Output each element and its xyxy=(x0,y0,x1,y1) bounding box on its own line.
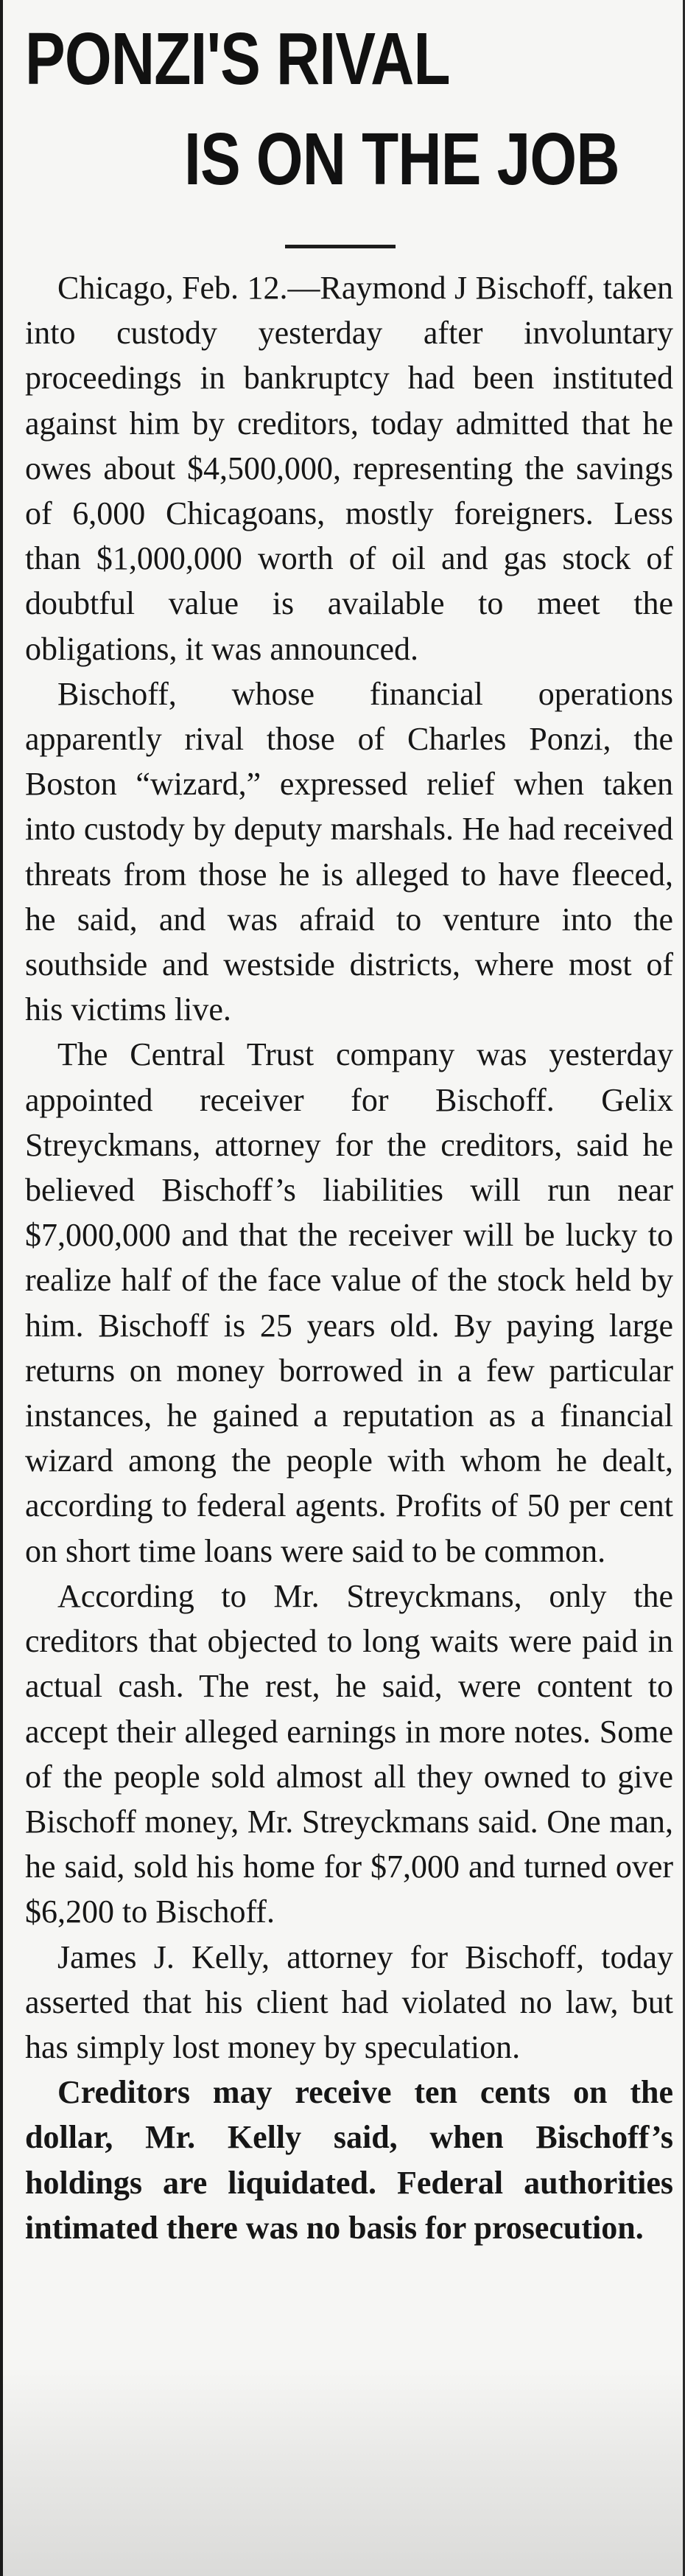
article-paragraph: Chicago, Feb. 12.—Raymond J Bischoff, taken into custody yesterday after involuntary proceedings in bankruptcy had been instituted against him by creditors, today admitted that he owes about $4,500,000, representing the savings of 6,000 Chicagoans, mostly foreigners. Less than $1,000,000 worth of oil and gas stock of doubtful value is available to meet the obligations, it was announced. xyxy=(25,270,673,667)
article-paragraph: According to Mr. Streyckmans, only the creditors that objected to long waits were paid in actual cash. The rest, he said, were content to accept their alleged earnings in more notes. Some of the people sold almost all they owned to give Bischoff money, Mr. Streyckmans said. One man, he said, sold his home for $7,000 and turned over $6,200 to Bischoff. xyxy=(25,1577,673,1930)
article-paragraph: The Central Trust company was yesterday appointed receiver for Bischoff. Gelix Streyckmans, attorney for the creditors, said he believed Bischoff’s liabilities will run near $7,000,000 and that the receiver will be lucky to realize half of the face value of the stock held by him. Bischoff is 25 years old. By paying large returns on money borrowed in a few particular instances, he gained a reputation as a financial wizard among the people with whom he dealt, according to federal agents. Profits of 50 per cent on short time loans were said to be common. xyxy=(25,1036,673,1569)
article-paragraph: Creditors may receive ten cents on the dollar, Mr. Kelly said, when Bischoff’s holdings are liquidated. Federal authorities intimated there was no basis for prosecution. xyxy=(25,2074,673,2246)
print-smudge xyxy=(3,2366,685,2576)
article-paragraph: Bischoff, whose financial operations apparently rival those of Charles Ponzi, the Boston “wizard,” expressed relief when taken into custody by deputy marshals. He had received threats from those he is alleged to have fleeced, he said, and was afraid to venture into the southside and westside districts, where most of his victims live. xyxy=(25,675,673,1028)
headline-divider xyxy=(285,245,396,248)
headline-line-1: PONZI'S RIVAL xyxy=(25,18,450,100)
article-body xyxy=(25,265,673,2250)
article-paragraph: James J. Kelly, attorney for Bischoff, today asserted that his client had violated no law, but has simply lost money by speculation. xyxy=(25,1938,673,2065)
headline-line-2: IS ON THE JOB xyxy=(184,118,619,200)
